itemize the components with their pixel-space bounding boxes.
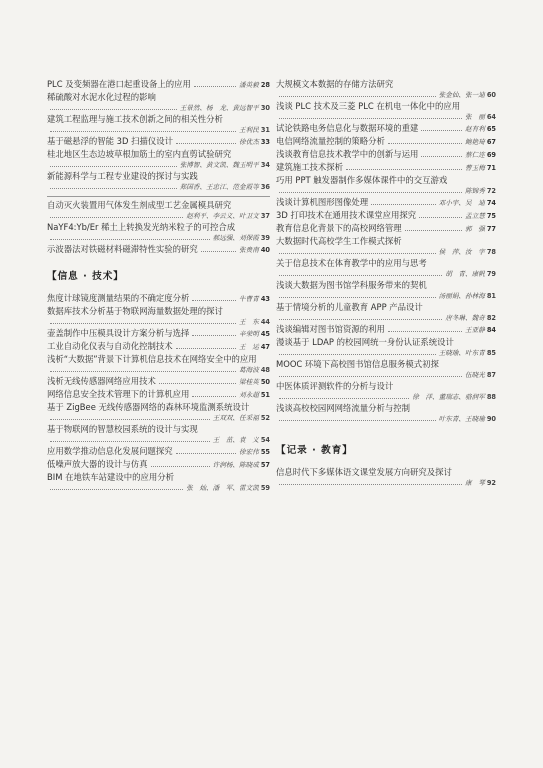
entry-title: 壶盖制作中压模具设计方案分析与选择 [47, 328, 190, 338]
entry-authors: 王晓瑜、叶东青 [438, 349, 485, 357]
entry-page: 36 [260, 183, 270, 191]
entry-title: 信息时代下多媒体语文课堂发展方向研究及探讨 [276, 467, 452, 477]
leader-dots [50, 131, 236, 132]
entry-page: 81 [486, 292, 496, 300]
entry-page: 55 [260, 448, 270, 456]
entry-page: 47 [260, 343, 270, 351]
entry-page: 48 [260, 366, 270, 374]
entry-authors: 王利民 [239, 126, 259, 134]
leader-dots [201, 251, 236, 252]
toc-entry-line [276, 209, 496, 222]
leader-dots [176, 348, 236, 349]
entry-title: MOOC 环境下高校图书馆信息服务模式初探 [276, 359, 439, 369]
entry-page: 84 [486, 326, 496, 334]
entry-meta [47, 233, 270, 243]
entry-title: 浅谈教育信息技术教学中的创新与运用 [276, 149, 419, 159]
entry-title: 焦度计球镜度测量结果的不确定度分析 [47, 293, 190, 303]
toc-entry[interactable] [47, 113, 270, 135]
toc-entry[interactable] [47, 401, 270, 423]
entry-authors: 徐 洋、董瑞志、骆润军 [412, 393, 485, 401]
toc-entry[interactable] [276, 323, 496, 336]
entry-title: PLC 及变频器在港口起重设备上的应用 [47, 79, 191, 89]
leader-dots [194, 86, 236, 87]
leader-dots [279, 376, 462, 377]
entry-page: 74 [486, 199, 496, 207]
entry-authors: 张金仙、张一迪 [438, 91, 485, 99]
toc-entry[interactable] [47, 353, 270, 375]
entry-title: 桂北地区生态边坡草根加筋土的室内直剪试验研究 [47, 149, 232, 159]
entry-authors: 张博智、黄文凯、魏玉明平 [179, 161, 259, 169]
entry-page: 87 [486, 371, 496, 379]
toc-entry[interactable] [276, 135, 496, 148]
entry-page: 85 [486, 349, 496, 357]
entry-page: 69 [486, 151, 496, 159]
entry-authors: 王亚静 [465, 326, 485, 334]
entry-authors: 蔡仁连 [465, 151, 485, 159]
entry-meta [47, 413, 270, 423]
toc-entry[interactable] [276, 336, 496, 358]
toc-entry[interactable] [276, 380, 496, 402]
entry-meta [47, 435, 270, 445]
leader-dots [388, 143, 462, 144]
entry-page: 77 [486, 225, 496, 233]
entry-page: 67 [486, 138, 496, 146]
entry-meta [276, 392, 496, 402]
toc-entry[interactable] [47, 445, 270, 458]
toc-entry-line [47, 458, 270, 471]
entry-title: BIM 在地铁车站建设中的应用分析 [47, 472, 174, 482]
entry-meta [276, 247, 496, 257]
entry-title: 3D 打印技术在通用技术课堂应用探究 [276, 210, 417, 220]
entry-meta [47, 160, 270, 170]
entry-authors: 张 灿、潘 军、雷文凯 [186, 484, 259, 492]
entry-meta [276, 112, 496, 122]
toc-entry[interactable] [47, 388, 270, 401]
toc-entry[interactable] [276, 402, 496, 424]
entry-title: 浅谈 PLC 技术及三菱 PLC 在机电一体化中的应用 [276, 101, 461, 111]
entry-page: 39 [260, 234, 270, 242]
entry-title: 工业自动化仪表与自动化控制技术 [47, 341, 173, 351]
entry-meta [276, 90, 496, 100]
entry-meta [276, 269, 496, 279]
toc-entry-line [47, 78, 270, 91]
entry-page: 82 [486, 314, 496, 322]
entry-title: 漫谈基于 LDAP 的校园网统一身份认证系统设计 [276, 337, 454, 347]
entry-authors: 曹玉梅 [465, 164, 485, 172]
entry-title: 浅析“大数据”背景下计算机信息技术在网络安全中的应用 [47, 354, 257, 364]
toc-entry-line [276, 323, 496, 336]
toc-entry[interactable] [47, 170, 270, 192]
entry-meta [47, 211, 270, 221]
entry-title: 试论铁路电务信息化与数据环境的重建 [276, 123, 419, 133]
leader-dots [50, 166, 177, 167]
entry-title: 浅谈大数据为图书馆学科服务带来的契机 [276, 280, 427, 290]
leader-dots [50, 188, 177, 189]
leader-dots [279, 192, 462, 193]
entry-page: 28 [260, 81, 270, 89]
leader-dots [279, 253, 436, 254]
entry-title: 中医体质评测软件的分析与设计 [276, 381, 394, 391]
entry-title: 基于磁悬浮的智能 3D 扫描仪设计 [47, 136, 173, 146]
toc-entry[interactable] [276, 257, 496, 279]
entry-title: 教育信息化背景下的高校网络管理 [276, 223, 402, 233]
entry-authors: 葛海波 [239, 366, 259, 374]
leader-dots [50, 217, 183, 218]
toc-entry[interactable] [47, 135, 270, 148]
toc-entry[interactable] [47, 471, 270, 493]
entry-page: 45 [260, 330, 270, 338]
toc-entry[interactable] [47, 327, 270, 340]
toc-entry[interactable] [47, 305, 270, 327]
leader-dots [151, 466, 210, 467]
toc-entry[interactable] [47, 375, 270, 388]
entry-title: 应用数学推动信息化发展问题探究 [47, 446, 173, 456]
toc-entry[interactable] [276, 122, 496, 135]
entry-authors: 许润杨、陈晓成 [212, 461, 259, 469]
toc-entry[interactable] [47, 199, 270, 221]
toc-entry-line [276, 222, 496, 235]
separator [47, 196, 270, 197]
entry-title: 低噪声放大器的设计与仿真 [47, 459, 148, 469]
leader-dots [279, 275, 442, 276]
entry-page: 72 [486, 187, 496, 195]
toc-entry[interactable] [276, 301, 496, 323]
leader-dots [279, 118, 462, 119]
toc-entry[interactable] [47, 243, 270, 256]
entry-authors: 胡 青、康帆 [445, 270, 485, 278]
entry-page: 88 [486, 393, 496, 401]
entry-authors: 郭 强 [465, 225, 485, 233]
toc-entry[interactable] [276, 222, 496, 235]
entry-title: 浅谈计算机图形图像处理 [276, 197, 369, 207]
entry-page: 31 [260, 126, 270, 134]
toc-entry[interactable] [47, 458, 270, 471]
section-title-info-tech: 【信息 · 技术】 [47, 271, 124, 282]
entry-title: 巧用 PPT 触发器制作多媒体课件中的交互游戏 [276, 175, 448, 185]
entry-authors: 郝远强、刘保霞 [212, 234, 259, 242]
toc-entry[interactable] [276, 196, 496, 209]
entry-page: 51 [260, 391, 270, 399]
entry-title: 大规模文本数据的存储方法研究 [276, 79, 394, 89]
leader-dots [279, 96, 436, 97]
entry-meta [47, 317, 270, 327]
leader-dots [192, 396, 236, 397]
entry-authors: 王景然、杨 龙、黄远智平 [179, 104, 259, 112]
entry-authors: 赵有利 [465, 125, 485, 133]
toc-entry[interactable] [276, 161, 496, 174]
leader-dots [421, 156, 462, 157]
entry-meta [47, 125, 270, 135]
toc-entry-line [276, 196, 496, 209]
entry-page: 33 [260, 138, 270, 146]
entry-title: 浅析无线传感器网络应用技术 [47, 376, 156, 386]
leader-dots [50, 239, 210, 240]
entry-authors: 伍晓光 [465, 371, 485, 379]
toc-entry-line [47, 243, 270, 256]
entry-authors: 王双双、任采福 [212, 414, 259, 422]
entry-title: 浅谈高校校园网网络流量分析与控制 [276, 403, 410, 413]
toc-entry[interactable] [276, 78, 496, 100]
entry-authors: 梁桂英 [239, 378, 259, 386]
leader-dots [279, 398, 409, 399]
leader-dots [388, 331, 462, 332]
entry-title: 关于信息技术在体育教学中的应用与思考 [276, 258, 427, 268]
toc-entry-line [276, 122, 496, 135]
toc-entry-line [47, 292, 270, 305]
entry-page: 37 [260, 212, 270, 220]
entry-authors: 王 茁、袁 义 [212, 436, 259, 444]
leader-dots [279, 297, 436, 298]
toc-entry-line [276, 161, 496, 174]
entry-page: 44 [260, 318, 270, 326]
entry-authors: 张 丽 [465, 113, 485, 121]
toc-entry[interactable] [47, 221, 270, 243]
toc-entry-line [276, 148, 496, 161]
entry-meta [276, 348, 496, 358]
entry-meta [276, 478, 496, 488]
leader-dots [421, 130, 462, 131]
leader-dots [159, 383, 236, 384]
toc-entry[interactable] [276, 148, 496, 161]
toc-entry-line [47, 327, 270, 340]
toc-entry-line [47, 445, 270, 458]
entry-page: 75 [486, 212, 496, 220]
right-column [276, 78, 496, 488]
entry-authors: 汤丽娟、孙林海 [438, 292, 485, 300]
entry-title: 稀硫酸对水泥水化过程的影响 [47, 92, 156, 102]
leader-dots [50, 419, 210, 420]
entry-authors: 孟立慧 [465, 212, 485, 220]
entry-authors: 侯 萍、汝 宇 [438, 248, 485, 256]
toc-entry[interactable] [276, 358, 496, 380]
entry-authors: 康 琴 [465, 479, 485, 487]
leader-dots [50, 441, 210, 442]
leader-dots [176, 453, 236, 454]
entry-title: 大数据时代高校学生工作模式探析 [276, 236, 402, 246]
toc-entry[interactable] [47, 340, 270, 353]
entry-meta [276, 414, 496, 424]
leader-dots [419, 217, 462, 218]
entry-title: 基于情境分析的儿童教育 APP 产品设计 [276, 302, 423, 312]
leader-dots [50, 489, 183, 490]
entry-page: 52 [260, 414, 270, 422]
entry-meta [276, 370, 496, 380]
entry-title: NaYF4:Yb/Er 稀土上转换发光纳米粒子的可控合成 [47, 222, 236, 232]
entry-meta [276, 313, 496, 323]
entry-authors: 刘永超 [239, 391, 259, 399]
toc-entry-line [47, 375, 270, 388]
leader-dots [279, 420, 436, 421]
entry-page: 57 [260, 461, 270, 469]
entry-authors: 王 东 [239, 318, 259, 326]
leader-dots [405, 230, 462, 231]
leader-dots [50, 323, 236, 324]
leader-dots [371, 204, 436, 205]
leader-dots [346, 169, 462, 170]
toc-entry[interactable] [276, 279, 496, 301]
entry-page: 59 [260, 484, 270, 492]
entry-page: 64 [486, 113, 496, 121]
entry-page: 92 [486, 479, 496, 487]
entry-title: 电信网络流量控制的策略分析 [276, 136, 385, 146]
leader-dots [279, 354, 436, 355]
entry-page: 79 [486, 270, 496, 278]
entry-authors: 鲍艳琦 [465, 138, 485, 146]
entry-page: 90 [486, 415, 496, 423]
entry-title: 建筑施工技术探析 [276, 162, 343, 172]
entry-title: 示波器法对铁磁材料磁滞特性实验的研究 [47, 244, 198, 254]
entry-authors: 赵利平、李云义、叶卫文 [186, 212, 259, 220]
entry-authors: 陈锦秀 [465, 187, 485, 195]
toc-entry-line [47, 340, 270, 353]
leader-dots [176, 143, 236, 144]
entry-title: 浅谈编辑对图书馆资源的利用 [276, 324, 385, 334]
entry-meta [47, 103, 270, 113]
toc-entry-line [47, 135, 270, 148]
toc-entry[interactable] [47, 292, 270, 305]
toc-entry-line [276, 135, 496, 148]
toc-entry[interactable] [47, 78, 270, 91]
entry-authors: 徐优杰 [239, 138, 259, 146]
entry-title: 自动灭火装置用气体发生剂成型工艺金属模具研究 [47, 200, 232, 210]
entry-authors: 辛荣明 [239, 330, 259, 338]
toc-entry[interactable] [276, 235, 496, 257]
entry-meta [47, 365, 270, 375]
entry-page: 54 [260, 436, 270, 444]
entry-meta [47, 182, 270, 192]
entry-authors: 叶东青、王晓瑜 [438, 415, 485, 423]
entry-authors: 王 运 [239, 343, 259, 351]
toc-entry[interactable] [276, 466, 496, 488]
entry-page: 34 [260, 161, 270, 169]
toc-entry[interactable] [276, 209, 496, 222]
entry-meta [276, 186, 496, 196]
entry-authors: 潘英毅 [239, 81, 259, 89]
toc-entry-line [47, 388, 270, 401]
section-title-record-education: 【记录 · 教育】 [276, 445, 353, 456]
entry-page: 43 [260, 295, 270, 303]
leader-dots [50, 371, 236, 372]
entry-authors: 牛曹青 [239, 295, 259, 303]
entry-title: 网络信息安全技术管理下的计算机应用 [47, 389, 190, 399]
entry-title: 建筑工程监理与施工技术创新之间的相关性分析 [47, 114, 223, 124]
entry-authors: 唐冬琳、魏奇 [445, 314, 485, 322]
toc-entry[interactable] [47, 91, 270, 113]
toc-entry[interactable] [47, 423, 270, 445]
entry-page: 30 [260, 104, 270, 112]
leader-dots [192, 335, 236, 336]
entry-title: 基于 ZigBee 无线传感器网络的森林环境监测系统设计 [47, 402, 250, 412]
entry-authors: 张贵南 [239, 246, 259, 254]
entry-page: 40 [260, 246, 270, 254]
leader-dots [192, 300, 236, 301]
toc-entry[interactable] [47, 148, 270, 170]
entry-page: 60 [486, 91, 496, 99]
entry-authors: 邓小宇、吴 迪 [438, 199, 485, 207]
entry-meta [47, 483, 270, 493]
leader-dots [279, 484, 462, 485]
entry-page: 78 [486, 248, 496, 256]
entry-page: 50 [260, 378, 270, 386]
entry-page: 65 [486, 125, 496, 133]
left-column [47, 78, 270, 493]
entry-title: 新能源科学与工程专业建设的探讨与实践 [47, 171, 198, 181]
entry-authors: 徐宏伟 [239, 448, 259, 456]
leader-dots [279, 319, 442, 320]
entry-title: 基于物联网的智慧校园系统的设计与实现 [47, 424, 198, 434]
toc-entry[interactable] [276, 174, 496, 196]
toc-entry[interactable] [276, 100, 496, 122]
entry-title: 数据库技术分析基于物联网海量数据处理的探讨 [47, 306, 223, 316]
entry-meta [276, 291, 496, 301]
entry-page: 71 [486, 164, 496, 172]
leader-dots [50, 109, 177, 110]
entry-authors: 郑国香、王忠江、范金霞等 [179, 183, 259, 191]
